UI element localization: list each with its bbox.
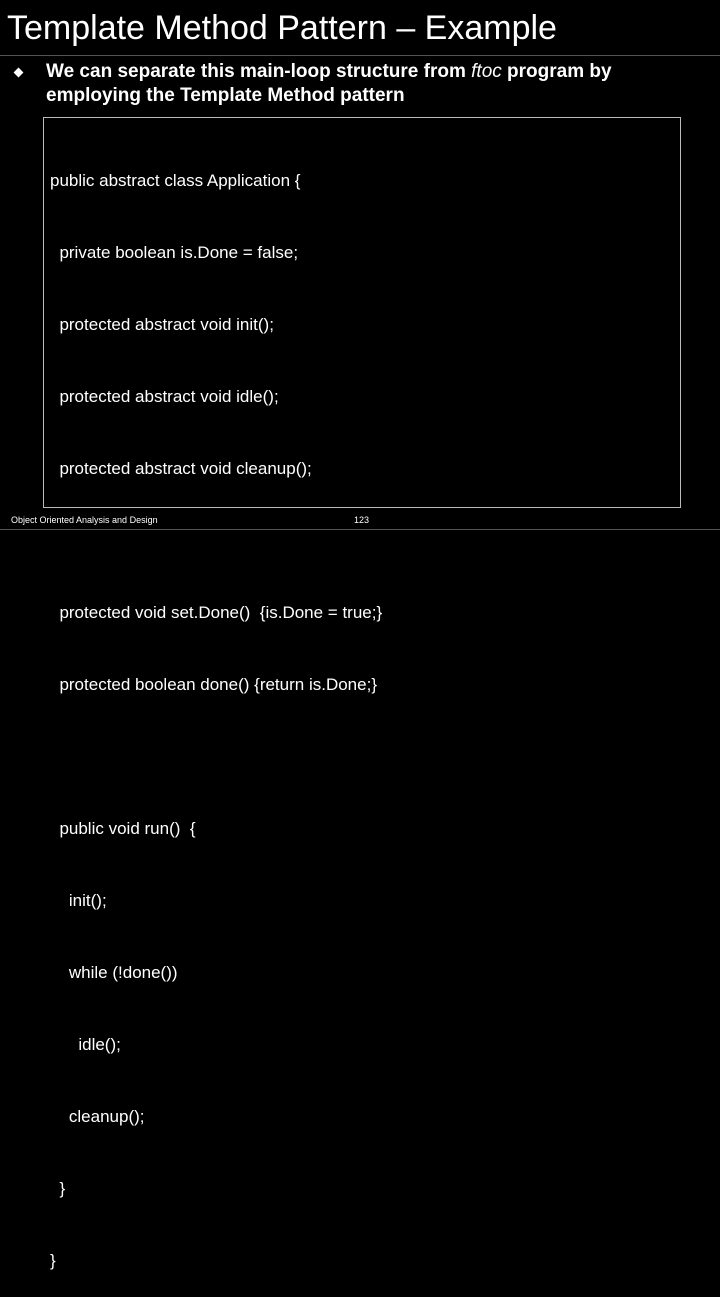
code-line: protected abstract void init(); (50, 315, 274, 334)
code-line: } (50, 1251, 56, 1270)
slide-title: Template Method Pattern – Example (7, 9, 557, 47)
bullet-text-italic: ftoc (471, 61, 502, 82)
code-line: protected abstract void idle(); (50, 387, 279, 406)
code-block (50, 121, 382, 1297)
bullet-text (46, 60, 696, 108)
code-line: public void run() { (50, 819, 196, 838)
code-line: protected abstract void cleanup(); (50, 459, 312, 478)
code-line: while (!done()) (50, 963, 178, 982)
footer-page-number: 123 (354, 515, 370, 525)
code-line: } (50, 1179, 66, 1198)
code-line: init(); (50, 891, 107, 910)
code-line (50, 745, 382, 769)
code-line: public abstract class Application { (50, 171, 301, 190)
code-line: protected boolean done() {return is.Done;} (50, 675, 377, 694)
diamond-bullet-icon (14, 68, 24, 78)
footer-course: Object Oriented Analysis and Design (11, 515, 158, 525)
bullet-text-end: program by employing the Template Method pattern (46, 61, 612, 106)
code-line: private boolean is.Done = false; (50, 243, 299, 262)
code-line: idle(); (50, 1035, 121, 1054)
bullet-text-start: We can separate this main-loop structure from (46, 61, 472, 82)
footer-divider (0, 529, 720, 530)
code-line: protected void set.Done() {is.Done = true;} (50, 603, 383, 622)
title-divider (0, 55, 720, 56)
code-line (50, 529, 382, 553)
code-line: cleanup(); (50, 1107, 145, 1126)
